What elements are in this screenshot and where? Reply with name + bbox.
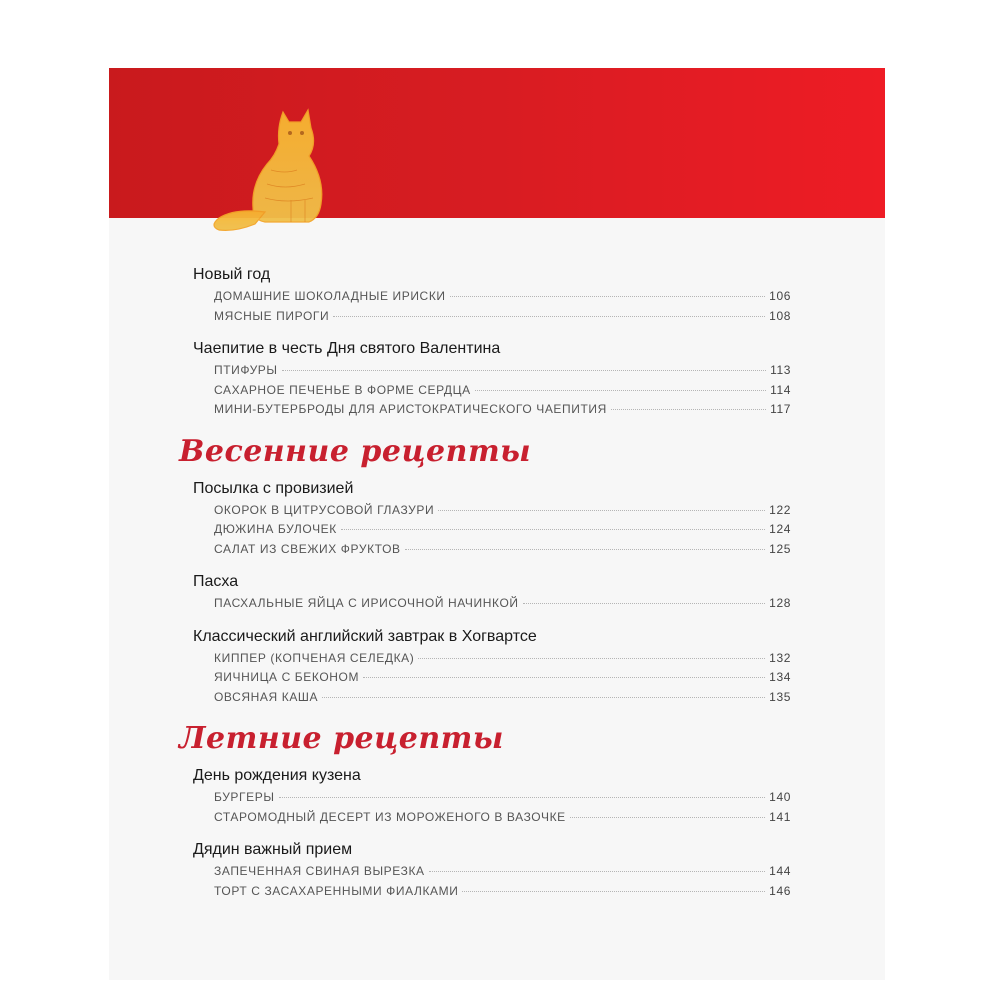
entry-page-number: 146 [769,883,791,898]
entry-page-number: 140 [769,790,791,804]
entry-page-number: 132 [769,650,791,665]
section-title-summer: Летние рецепты [179,721,504,756]
dot-leader [438,510,765,511]
toc-summer-groups [181,765,791,903]
entry-page-number: 108 [769,308,791,323]
cat-icon [205,100,345,240]
toc-entry[interactable] [214,790,791,810]
toc-group [181,839,791,903]
toc-entry[interactable] [214,503,791,523]
dot-leader [282,370,766,371]
group-title: Дядин важный прием [193,841,353,858]
toc-group [181,264,791,328]
toc-entry[interactable] [214,690,791,710]
entry-name: ЯИЧНИЦА С БЕКОНОМ [214,670,360,684]
dot-leader [418,658,765,659]
group-title: Новый год [193,266,271,283]
toc-entry[interactable] [214,651,791,671]
group-title: Классический английский завтрак в Хогвартсе [193,627,537,645]
entry-name: КИППЕР (КОПЧЕНАЯ СЕЛЕДКА) [214,650,415,665]
group-title: Посылка с провизией [193,479,354,497]
dot-leader [462,891,765,892]
dot-leader [570,817,765,818]
toc-entry[interactable] [214,363,791,383]
dot-leader [475,390,766,391]
toc-group [181,571,791,616]
dot-leader [429,871,766,872]
toc-group [181,478,791,562]
toc-entry[interactable] [214,670,791,690]
toc-entry[interactable] [214,884,791,904]
dot-leader [450,296,766,297]
entry-name: МЯСНЫЕ ПИРОГИ [214,308,330,323]
entry-page-number: 122 [769,502,791,517]
dot-leader [363,677,765,678]
toc-spring-groups [181,478,791,710]
toc-group [181,765,791,829]
entry-page-number: 124 [769,522,791,536]
dot-leader [405,549,766,550]
entry-page-number: 141 [769,809,791,824]
entry-page-number: 135 [769,689,791,704]
toc-entry[interactable] [214,542,791,562]
group-title: День рождения кузена [193,767,361,784]
dot-leader [279,797,766,798]
group-title: Пасха [193,573,239,590]
dot-leader [523,603,766,604]
toc-entry[interactable] [214,522,791,542]
entry-name: БУРГЕРЫ [214,790,275,804]
entry-name: СТАРОМОДНЫЙ ДЕСЕРТ ИЗ МОРОЖЕНОГО В ВАЗОЧКЕ [214,809,566,824]
entry-name: ОКОРОК В ЦИТРУСОВОЙ ГЛАЗУРИ [214,502,435,517]
entry-name: САХАРНОЕ ПЕЧЕНЬЕ В ФОРМЕ СЕРДЦА [214,382,471,397]
group-title: Чаепитие в честь Дня святого Валентина [193,340,501,357]
entry-name: ДОМАШНИЕ ШОКОЛАДНЫЕ ИРИСКИ [214,289,446,303]
dot-leader [341,529,765,530]
entry-name: ПАСХАЛЬНЫЕ ЯЙЦА С ИРИСОЧНОЙ НАЧИНКОЙ [214,596,519,610]
toc-group [181,338,791,422]
table-of-contents [181,260,791,913]
toc-entry[interactable] [214,596,791,616]
entry-page-number: 128 [769,596,791,610]
toc-top-groups [181,264,791,422]
entry-name: ОВСЯНАЯ КАША [214,689,319,704]
toc-entry[interactable] [214,383,791,403]
entry-page-number: 144 [769,864,791,878]
entry-name: ДЮЖИНА БУЛОЧЕК [214,522,337,536]
entry-name: САЛАТ ИЗ СВЕЖИХ ФРУКТОВ [214,541,401,556]
section-title-spring: Весенние рецепты [179,433,532,469]
dot-leader [333,316,765,317]
entry-name: ЗАПЕЧЕННАЯ СВИНАЯ ВЫРЕЗКА [214,864,425,878]
toc-entry[interactable] [214,810,791,830]
entry-name: ПТИФУРЫ [214,363,278,377]
entry-name: МИНИ-БУТЕРБРОДЫ ДЛЯ АРИСТОКРАТИЧЕСКОГО ЧАЕПИТИЯ [214,402,607,416]
dot-leader [322,697,765,698]
toc-entry[interactable] [214,289,791,309]
entry-page-number: 113 [770,363,791,377]
entry-page-number: 117 [770,402,791,416]
entry-page-number: 134 [769,670,791,684]
entry-name: ТОРТ С ЗАСАХАРЕННЫМИ ФИАЛКАМИ [214,883,459,898]
toc-entry[interactable] [214,402,791,422]
entry-page-number: 114 [770,382,791,397]
dot-leader [611,409,766,410]
toc-group [181,626,791,710]
toc-entry[interactable] [214,309,791,329]
entry-page-number: 125 [769,541,791,556]
toc-entry[interactable] [214,864,791,884]
entry-page-number: 106 [769,289,791,303]
